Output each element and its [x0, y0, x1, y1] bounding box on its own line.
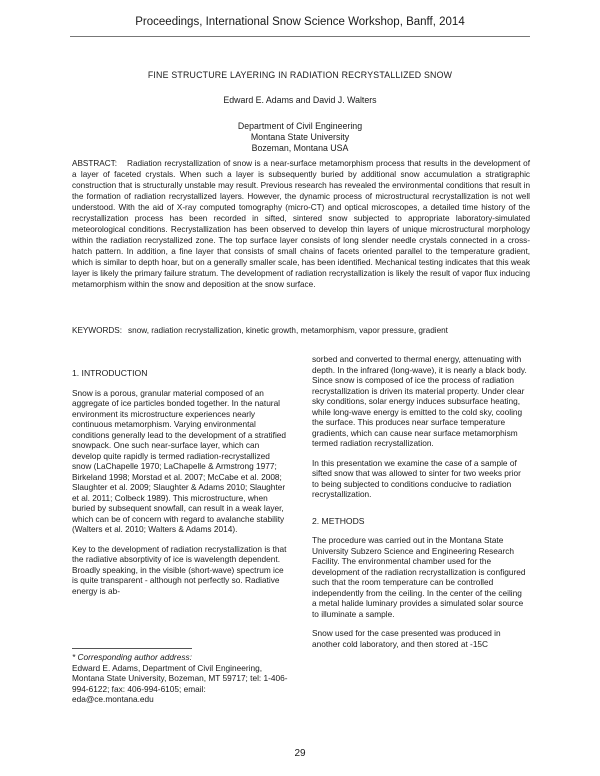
affiliation-block	[0, 121, 600, 154]
page-number: 29	[294, 748, 306, 759]
intro-paragraph-2b: sorbed and converted to thermal energy, attenuating with depth. In the infrared (long-wave), it is nearly a black body. Since snow is composed of ice the process of radiation recrystallization is driven its material property. Under clear sky conditions, solar energy induces subsurface heating, while long-wave energy is emitted to the cold sky, cooling the surface. This produces near surface temperature gradients, which can cause near surface metamorphism termed radiation recrystallization.	[312, 354, 527, 448]
affiliation-university: Montana State University	[250, 132, 350, 142]
keywords-text: snow, radiation recrystallization, kinetic growth, metamorphism, vapor pressure, gradient	[128, 326, 448, 335]
abstract-text: Radiation recrystallization of snow is a near-surface metamorphism process that results in the development of a layer of faceted crystals. When such a layer is subsequently buried by additional snow accumulation a stratigraphic construction that is structurally unstable may result. Previous research has revealed the environmental conditions that result in the formation of radiation recrystallized layers. However, the dynamic process of microstructural recrystallization is not well understood. With the aid of X-ray computed tomography (micro-CT) and optical microscopes, a detailed time history of the recrystallization process has been recorded in sifted, sintered snow subjected to appropriate laboratory-simulated meteorological conditions. Recrystallization has been observed to develop thin layers of unique microstructural morphology within the radiation recrystallized zone. The top surface layer consists of long slender needle crystals connected in a cross-hatch pattern. In addition, a fine layer that consists of small chains of facets oriented parallel to the temperature gradient, which is similar to depth hoar, but on a generally smaller scale, has been identified. Mechanical testing indicates that this weak layer is likely the primary failure stratum. The development of radiation recrystallization is likely the result of vapor flux inducing metamorphism within the snow and deposition at the snow surface.	[72, 159, 530, 289]
keywords-label: KEYWORDS:	[72, 326, 123, 335]
paper-title: FINE STRUCTURE LAYERING IN RADIATION RECRYSTALLIZED SNOW	[147, 70, 453, 80]
intro-paragraph-2a: Key to the development of radiation recrystallization is that the radiative absorptivity of ice is wavelength dependent. Broadly speaking, in the visible (short-wave) spectrum ice is quite transparent - although not perfectly so. Radiative energy is ab-	[72, 543, 287, 596]
abstract-label: ABSTRACT:	[72, 159, 118, 168]
intro-heading: 1. INTRODUCTION	[72, 368, 148, 378]
right-column	[312, 354, 528, 658]
affiliation-location: Bozeman, Montana USA	[251, 143, 349, 153]
running-header: Proceedings, International Snow Science Workshop, Banff, 2014	[135, 16, 465, 28]
footnote	[72, 652, 288, 705]
header-divider	[70, 36, 530, 37]
methods-heading: 2. METHODS	[312, 515, 365, 526]
methods-paragraph-1: The procedure was carried out in the Montana State University Subzero Science and Engineering Research Facility. The environmental chamber used for the development of the radiation recrystallization is configured such that the room temperature can be controlled independently from the ceiling. In the center of the ceiling a metal halide luminary provides a simulated solar source to illuminate a sample.	[312, 535, 526, 619]
keywords	[72, 325, 530, 336]
footnote-body: Edward E. Adams, Department of Civil Engineering, Montana State University, Bozeman, MT 59717; tel: 1-406-994-6122; fax: 406-994-6105; email: eda@ce.montana.edu	[72, 662, 288, 704]
affiliation-department: Department of Civil Engineering	[237, 121, 363, 131]
intro-paragraph-3: In this presentation we examine the case of a sample of sifted snow that was allowed to sinter for two weeks prior to being subjected to conditions conducive to radiation recrystallization.	[312, 457, 521, 499]
left-column	[72, 354, 288, 605]
paper-authors: Edward E. Adams and David J. Walters	[223, 95, 377, 105]
intro-paragraph-1: Snow is a porous, granular material composed of an aggregate of ice particles bonded together. In the natural environment its microstructure experiences nearly continuous metamorphism. Varying environmental conditions generally lead to the development of a stratified snowpack. One such near-surface layer, which can develop quite rapidly is termed radiation-recrystallized snow (LaChapelle 1970; LaChapelle & Armstrong 1977; Birkeland 1998; Morstad et al. 2007; McCabe et al. 2008; Slaughter et al. 2009; Slaughter & Adams 2010; Slaughter et al. 2011; Colbeck 1989). This microstructure, when buried by subsequent snowfall, can result in a weak layer, which can be of concern with regard to avalanche stability (Walters et al. 2010; Walters & Adams 2014).	[72, 387, 287, 534]
abstract	[72, 158, 530, 290]
footnote-heading: * Corresponding author address:	[72, 652, 192, 662]
footnote-divider	[72, 648, 192, 649]
methods-paragraph-2: Snow used for the case presented was produced in another cold laboratory, and then stored at -15C	[312, 628, 501, 649]
